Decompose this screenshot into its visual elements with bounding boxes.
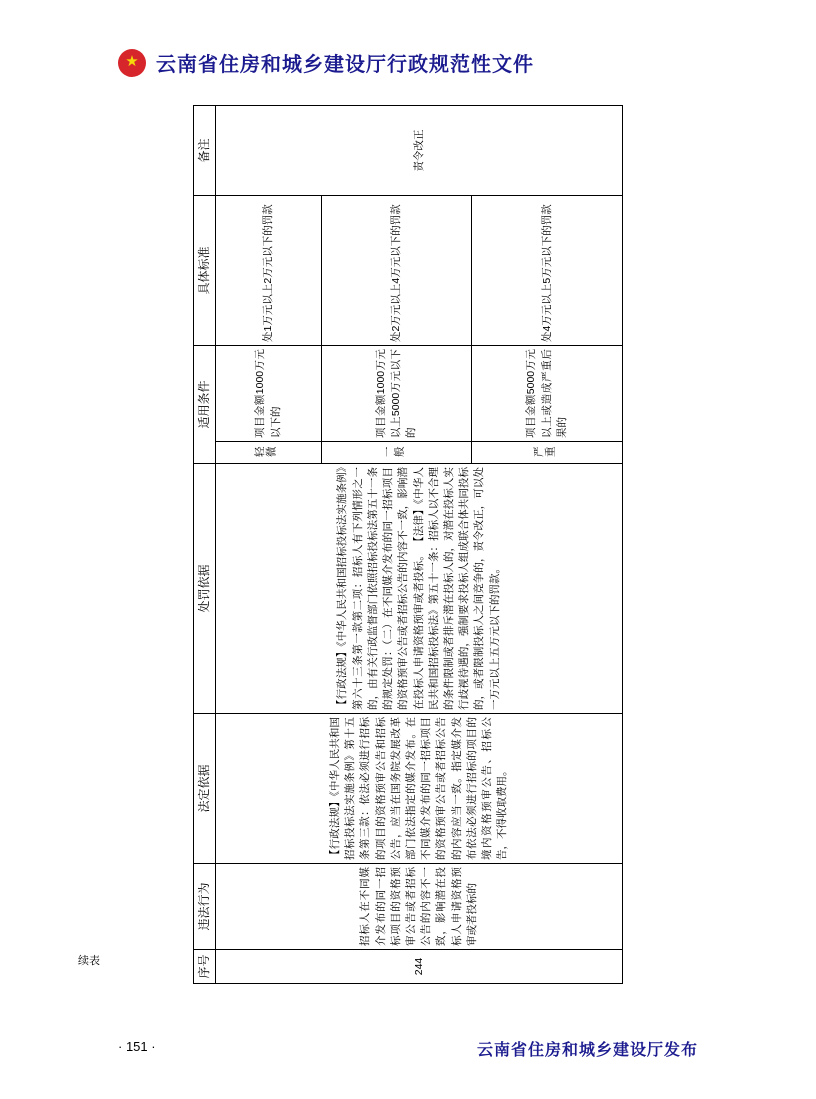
cell-level-light: 轻微	[216, 442, 321, 464]
column-header-specific-standard: 具体标准	[194, 195, 216, 345]
cell-level-severe: 严重	[472, 442, 623, 464]
penalty-table	[193, 105, 623, 984]
cell-level-general: 一般	[321, 442, 472, 464]
column-header-penalty-basis: 处罚依据	[194, 464, 216, 714]
document-footer	[0, 1039, 816, 1061]
column-header-applicable-condition: 适用条件	[194, 345, 216, 463]
continuation-label: 续表	[78, 955, 100, 967]
cell-standard-light: 处1万元以上2万元以下的罚款	[216, 195, 321, 345]
cell-penalty-basis: 【行政法规】《中华人民共和国招标投标法实施条例》第六十三条第一款第二项：招标人有下列情形之一的，由有关行政监督部门依照招标投标法第五十一条的规定处罚：（二）在不同媒介发布的同一招标项目的资格预审公告或者招标公告的内容不一致，影响潜在投标人申请资格预审或者投标。 【法律】《中华人民共和国招标投标法》第五十一条：招标人以不合理的条件限制或者排斥潜在投标人的，对潜在投标人实行歧视待遇的，强制要求投标人组成联合体共同投标的，或者限制投标人之间竞争的，责令改正，可以处一万元以上五万元以下的罚款。	[216, 464, 623, 714]
table-row	[216, 105, 321, 983]
cell-condition-general: 项目金额1000万元以上5000万元以下的	[321, 345, 472, 441]
document-header	[118, 48, 534, 77]
header-title: 云南省住房和城乡建设厅行政规范性文件	[156, 54, 534, 76]
cell-condition-severe: 项目金额5000万元以上或造成严重后果的	[472, 345, 623, 441]
column-header-seq: 序号	[194, 950, 216, 984]
page-number: · 151 ·	[118, 1039, 156, 1054]
cell-legal-basis: 【行政法规】《中华人民共和国招标投标法实施条例》第十五条第三款：依法必须进行招标的项目的资格预审公告和招标公告，应当在国务院发展改革部门依法指定的媒介发布。在不同媒介发布的同一招标项目的资格预审公告或者招标公告的内容应当一致。指定媒介发布依法必须进行招标的项目的境内资格预审公告、招标公告，不得收取费用。	[216, 714, 623, 864]
cell-standard-severe: 处4万元以上5万元以下的罚款	[472, 195, 623, 345]
column-header-act: 违法行为	[194, 864, 216, 950]
column-header-remark: 备注	[194, 105, 216, 195]
cell-standard-general: 处2万元以上4万元以下的罚款	[321, 195, 472, 345]
column-header-legal-basis: 法定依据	[194, 714, 216, 864]
cell-condition-light: 项目金额1000万元以下的	[216, 345, 321, 441]
cell-act: 招标人在不同媒介发布的同一招标项目的资格预审公告或者招标公告的内容不一致，影响潜在投标人申请资格预审或者投标的	[216, 864, 623, 950]
cell-remark: 责令改正	[216, 105, 623, 195]
cell-seq: 244	[216, 950, 623, 984]
national-emblem-icon: ★	[118, 49, 146, 77]
rotated-table-container	[193, 106, 623, 984]
publisher-name: 云南省住房和城乡建设厅发布	[476, 1042, 698, 1059]
table-header-row	[194, 105, 216, 983]
